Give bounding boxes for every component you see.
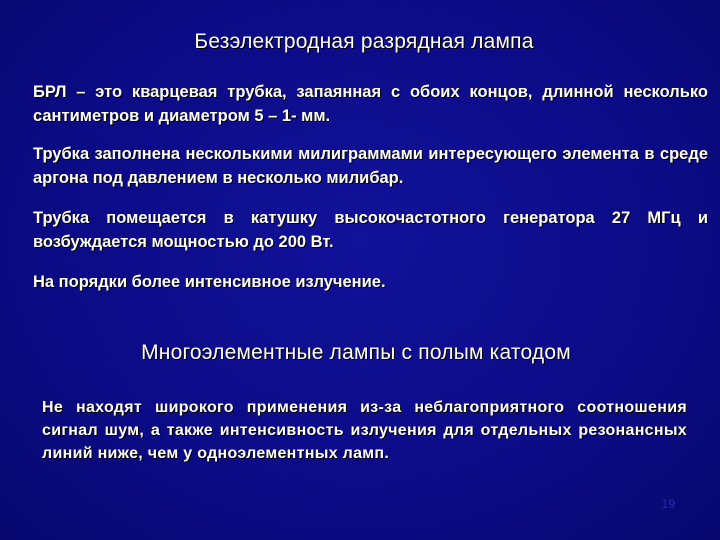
section-title-multielement-lamps: Многоэлементные лампы с полым катодом: [141, 341, 571, 364]
paragraph-filling: Трубка заполнена несколькими милиграммами интересующего элемента в среде аргона под давлением в несколько милибар.: [33, 145, 708, 187]
paragraph-definition: БРЛ – это кварцевая трубка, запаянная с обоих концов, длинной несколько сантиметров и диаметром 5 – 1- мм.: [33, 83, 708, 125]
paragraph-intensity: На порядки более интенсивное излучение.: [33, 273, 386, 291]
page-number: 19: [661, 497, 675, 511]
section-title-electrodeless-lamp: Безэлектродная разрядная лампа: [194, 30, 534, 53]
paragraph-multielement: Не находят широкого применения из-за неблагоприятного соотношения сигнал шум, а также интенсивность излучения для отдельных резонансных линий ниже, чем у одноэлементных ламп.: [42, 399, 687, 462]
paragraph-excitation: Трубка помещается в катушку высокочастотного генератора 27 МГц и возбуждается мощностью до 200 Вт.: [33, 209, 708, 251]
